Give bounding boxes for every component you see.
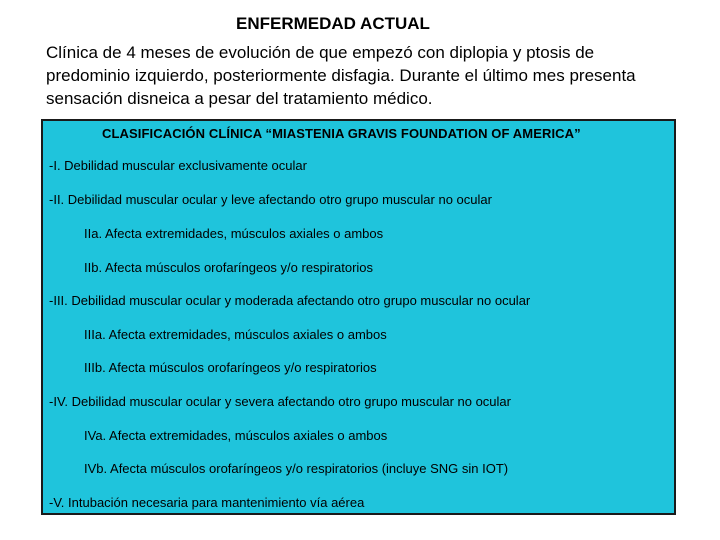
page-title: ENFERMEDAD ACTUAL xyxy=(236,14,430,33)
class-item-iv: -IV. Debilidad muscular ocular y severa afectando otro grupo muscular no ocular xyxy=(49,394,511,409)
clinical-history-line: Clínica de 4 meses de evolución de que empezó con diplopia y ptosis de xyxy=(46,43,595,62)
classification-title: CLASIFICACIÓN CLÍNICA “MIASTENIA GRAVIS FOUNDATION OF AMERICA” xyxy=(102,126,581,141)
class-item-v: -V. Intubación necesaria para mantenimiento vía aérea xyxy=(49,495,365,510)
classification-box xyxy=(41,119,676,515)
clinical-history-line: predominio izquierdo, posteriormente disfagia. Durante el último mes presenta xyxy=(46,66,636,85)
class-item-iib: IIb. Afecta músculos orofaríngeos y/o respiratorios xyxy=(84,260,374,275)
class-item-iia: IIa. Afecta extremidades, músculos axiales o ambos xyxy=(84,226,384,241)
class-item-ii: -II. Debilidad muscular ocular y leve afectando otro grupo muscular no ocular xyxy=(49,192,492,207)
clinical-history-line: sensación disneica a pesar del tratamiento médico. xyxy=(46,89,433,108)
class-item-i: -I. Debilidad muscular exclusivamente ocular xyxy=(49,158,307,173)
class-item-iva: IVa. Afecta extremidades, músculos axiales o ambos xyxy=(84,428,388,443)
class-item-ivb: IVb. Afecta músculos orofaríngeos y/o respiratorios (incluye SNG sin IOT) xyxy=(84,461,509,476)
class-item-iiia: IIIa. Afecta extremidades, músculos axiales o ambos xyxy=(84,327,387,342)
class-item-iii: -III. Debilidad muscular ocular y moderada afectando otro grupo muscular no ocular xyxy=(49,293,531,308)
clinical-history-paragraph xyxy=(46,41,696,110)
class-item-iiib: IIIb. Afecta músculos orofaríngeos y/o respiratorios xyxy=(84,360,377,375)
